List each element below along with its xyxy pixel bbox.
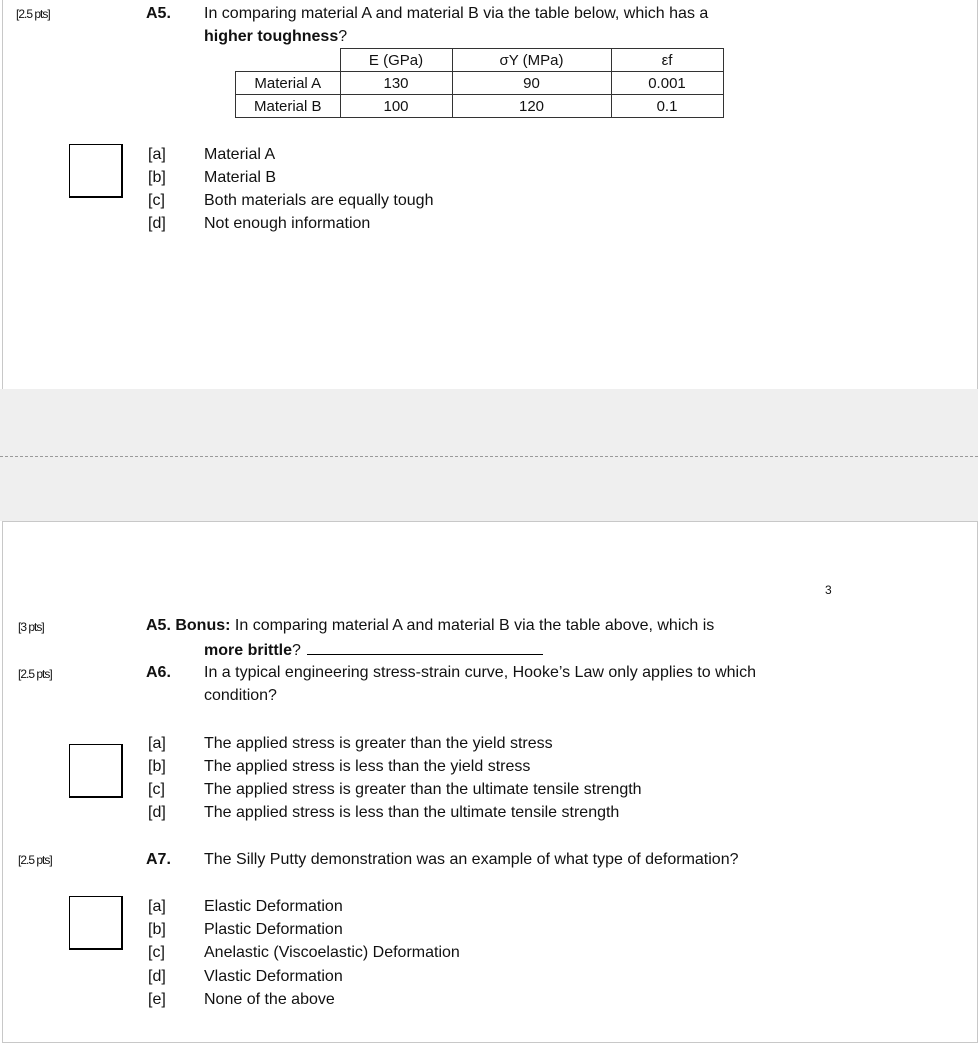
table-header-cell: εf: [611, 49, 723, 72]
option-label-a7-b: [b]: [148, 921, 166, 938]
table-cell: 90: [452, 72, 611, 95]
option-label-a7-d: [d]: [148, 968, 166, 985]
question-text-a5: In comparing material A and material B via the table below, which has a: [204, 5, 709, 22]
option-label-a7-e: [e]: [148, 991, 166, 1008]
option-text-a5-b: Material B: [204, 169, 277, 186]
option-text-a6-d: The applied stress is less than the ultimate tensile strength: [204, 804, 620, 821]
page-top: [2, 0, 978, 390]
answer-blank-line[interactable]: [307, 640, 543, 655]
table-cell: Material B: [236, 95, 341, 118]
question-text-a5-bonus: [146, 617, 714, 635]
table-row: [236, 72, 724, 95]
option-text-a7-b: Plastic Deformation: [204, 921, 343, 938]
option-label-a5-b: [b]: [148, 169, 166, 186]
question-mark: ?: [292, 642, 301, 659]
option-label-a6-d: [d]: [148, 804, 166, 821]
option-text-a7-a: Elastic Deformation: [204, 898, 343, 915]
material-table: [235, 48, 724, 118]
table-header-cell: [236, 49, 341, 72]
table-cell: 100: [340, 95, 452, 118]
bonus-text: In comparing material A and material B via the table above, which is: [230, 617, 715, 634]
table-cell: 120: [452, 95, 611, 118]
answer-box-a7[interactable]: [69, 896, 123, 950]
option-text-a6-b: The applied stress is less than the yield stress: [204, 758, 531, 775]
table-cell: 0.1: [611, 95, 723, 118]
table-row: [236, 95, 724, 118]
option-text-a6-c: The applied stress is greater than the ultimate tensile strength: [204, 781, 642, 798]
option-label-a7-a: [a]: [148, 898, 166, 915]
option-text-a5-a: Material A: [204, 146, 276, 163]
option-text-a5-c: Both materials are equally tough: [204, 192, 434, 209]
question-number-a6: A6.: [146, 664, 171, 681]
question-text-a6-line2: condition?: [204, 687, 277, 704]
points-a7: [2.5 pts]: [18, 853, 52, 867]
question-mark: ?: [338, 28, 348, 45]
table-cell: Material A: [236, 72, 341, 95]
page-bottom: [2, 521, 978, 1043]
emphasis-brittle: more brittle: [204, 642, 293, 659]
option-label-a6-b: [b]: [148, 758, 166, 775]
option-text-a6-a: The applied stress is greater than the yield stress: [204, 735, 553, 752]
table-cell: 0.001: [611, 72, 723, 95]
question-text-a7: The Silly Putty demonstration was an example of what type of deformation?: [204, 851, 739, 868]
option-label-a5-d: [d]: [148, 215, 166, 232]
answer-box-a5[interactable]: [69, 144, 123, 198]
option-label-a6-a: [a]: [148, 735, 166, 752]
option-text-a5-d: Not enough information: [204, 215, 371, 232]
question-text-a5-bonus-line2: [204, 640, 543, 660]
page-gap: [0, 389, 978, 521]
option-text-a7-c: Anelastic (Viscoelastic) Deformation: [204, 944, 460, 961]
table-header-row: [236, 49, 724, 72]
page-break-line: [0, 456, 978, 457]
option-label-a6-c: [c]: [148, 781, 165, 798]
emphasis-toughness: higher toughness: [204, 28, 339, 45]
points-a6: [2.5 pts]: [18, 667, 52, 681]
table-cell: 130: [340, 72, 452, 95]
points-a5-bonus: [3 pts]: [18, 620, 44, 634]
option-text-a7-d: Vlastic Deformation: [204, 968, 343, 985]
page-number: 3: [825, 583, 832, 597]
question-text-a5-line2: [204, 28, 347, 46]
bonus-lead: A5. Bonus:: [146, 617, 231, 634]
option-label-a5-a: [a]: [148, 146, 166, 163]
answer-box-a6[interactable]: [69, 744, 123, 798]
option-label-a5-c: [c]: [148, 192, 165, 209]
question-number-a5: A5.: [146, 5, 171, 22]
table-header-cell: σY (MPa): [452, 49, 611, 72]
table-header-cell: E (GPa): [340, 49, 452, 72]
question-text-a6: In a typical engineering stress-strain curve, Hooke’s Law only applies to which: [204, 664, 756, 681]
question-number-a7: A7.: [146, 851, 171, 868]
points-a5: [2.5 pts]: [16, 7, 50, 21]
option-text-a7-e: None of the above: [204, 991, 335, 1008]
option-label-a7-c: [c]: [148, 944, 165, 961]
